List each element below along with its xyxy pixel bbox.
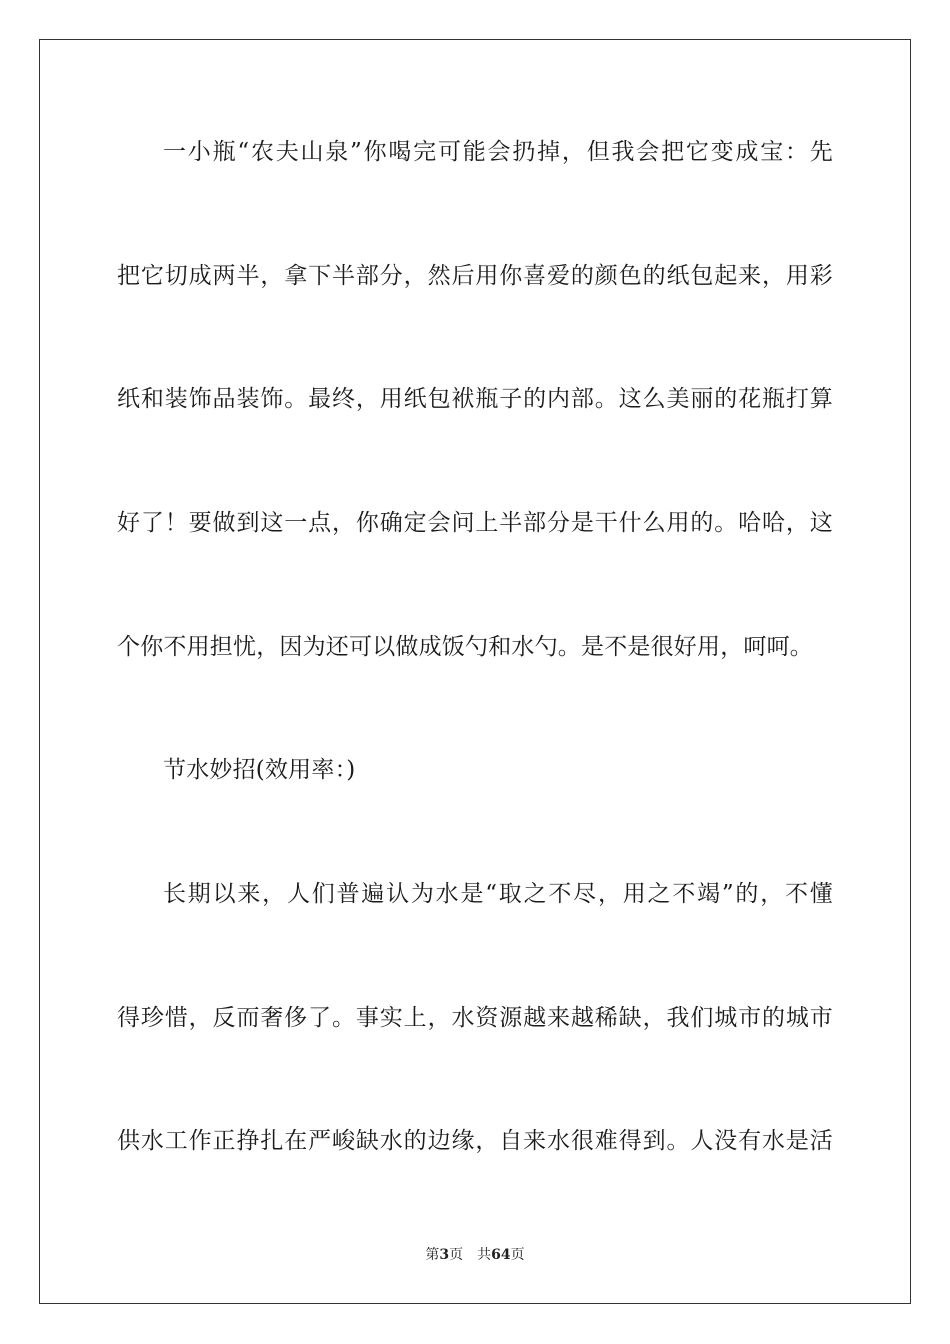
paragraph-1-line-5: 个你不用担忧，因为还可以做成饭勺和水勺。是不是很好用，呵呵。 <box>117 634 813 660</box>
footer-page-suffix: 页 <box>449 1247 464 1263</box>
page-footer <box>0 1245 950 1265</box>
footer-total-suffix: 页 <box>510 1247 525 1263</box>
footer-page-prefix: 第 <box>425 1247 440 1263</box>
paragraph-3-line-3: 供水工作正挣扎在严峻缺水的边缘，自来水很难得到。人没有水是活 <box>117 1128 833 1154</box>
footer-page-total: 64 <box>491 1247 511 1263</box>
paragraph-1-line-4: 好了！要做到这一点，你确定会问上半部分是干什么用的。哈哈，这 <box>117 510 833 536</box>
paragraph-1-line-1: 一小瓶“农夫山泉”你喝完可能会扔掉，但我会把它变成宝：先 <box>163 139 833 165</box>
paragraph-3-line-1: 长期以来，人们普遍认为水是“取之不尽，用之不竭”的，不懂 <box>163 881 833 907</box>
paragraph-1-line-2: 把它切成两半，拿下半部分，然后用你喜爱的颜色的纸包起来，用彩 <box>117 263 833 289</box>
footer-page-current: 3 <box>439 1247 450 1263</box>
footer-total-prefix: 共 <box>477 1247 492 1263</box>
paragraph-1-line-3: 纸和装饰品装饰。最终，用纸包袱瓶子的内部。这么美丽的花瓶打算 <box>117 386 833 412</box>
section-heading: 节水妙招(效用率：) <box>163 757 356 783</box>
page-border <box>39 39 911 1304</box>
paragraph-3-line-2: 得珍惜，反而奢侈了。事实上，水资源越来越稀缺，我们城市的城市 <box>117 1005 833 1031</box>
